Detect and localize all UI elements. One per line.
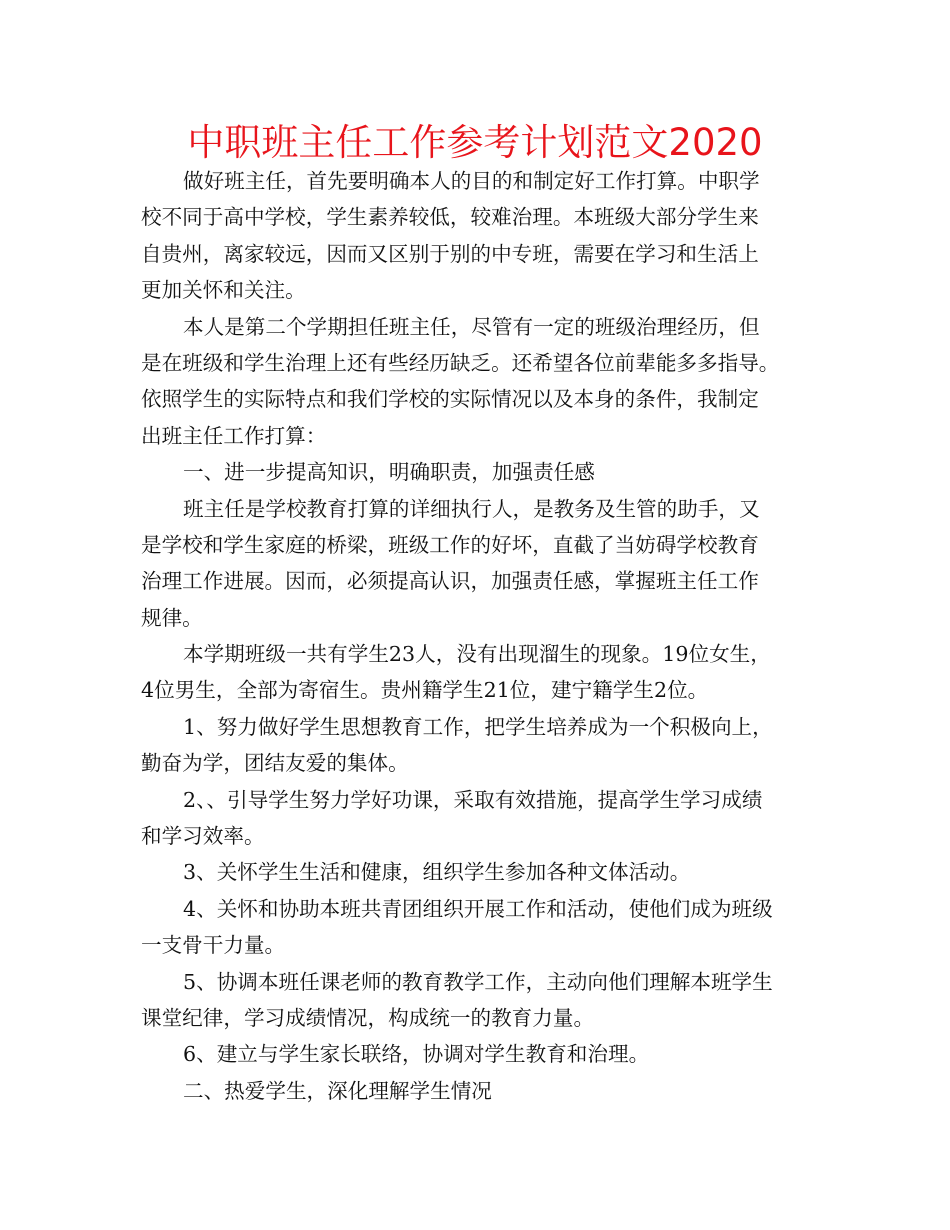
list-item-continuation: 和学习效率。 bbox=[141, 824, 265, 849]
paragraph-line: 是学校和学生家庭的桥梁，班级工作的好坏，直截了当妨碍学校教育 bbox=[141, 532, 759, 557]
section-heading: 一、进一步提高知识，明确职责，加强责任感 bbox=[183, 460, 595, 485]
paragraph-line: 做好班主任，首先要明确本人的目的和制定好工作打算。中职学 bbox=[183, 169, 760, 193]
paragraph-line: 本人是第二个学期担任班主任，尽管有一定的班级治理经历，但 bbox=[183, 314, 760, 339]
paragraph-line: 本学期班级一共有学生23人，没有出现溜生的现象。19位女生， bbox=[183, 642, 771, 667]
list-item: 4、关怀和协助本班共青团组织开展工作和活动，使他们成为班级 bbox=[183, 896, 773, 921]
list-item: 6、建立与学生家长联络，协调对学生教育和治理。 bbox=[183, 1042, 650, 1067]
document-title: 中职班主任工作参考计划范文2020 bbox=[187, 121, 763, 164]
list-item: 2、、引导学生努力学好功课，采取有效措施，提高学生学习成绩 bbox=[183, 787, 763, 812]
list-item: 1、努力做好学生思想教育工作，把学生培养成为一个积极向上， bbox=[183, 714, 773, 739]
paragraph-line: 班主任是学校教育打算的详细执行人，是教务及生管的助手，又 bbox=[183, 496, 760, 521]
paragraph-line: 出班主任工作打算： bbox=[141, 423, 327, 448]
paragraph-line: 自贵州，离家较远，因而又区别于别的中专班，需要在学习和生活上 bbox=[141, 241, 759, 266]
paragraph-line: 依照学生的实际特点和我们学校的实际情况以及本身的条件，我制定 bbox=[141, 387, 759, 412]
document-body bbox=[141, 163, 825, 1109]
paragraph-line: 更加关怀和关注。 bbox=[141, 278, 306, 303]
paragraph-line: 治理工作进展。因而，必须提高认识，加强责任感，掌握班主任工作 bbox=[141, 569, 759, 594]
paragraph-line: 4位男生，全部为寄宿生。贵州籍学生21位，建宁籍学生2位。 bbox=[141, 678, 709, 703]
list-item: 5、协调本班任课老师的教育教学工作，主动向他们理解本班学生 bbox=[183, 969, 773, 994]
paragraph-line: 校不同于高中学校，学生素养较低，较难治理。本班级大部分学生来 bbox=[141, 205, 759, 230]
list-item-continuation: 勤奋为学，团结友爱的集体。 bbox=[141, 751, 409, 776]
paragraph-line: 是在班级和学生治理上还有些经历缺乏。还希望各位前辈能多多指导。 bbox=[141, 350, 780, 375]
paragraph-line: 规律。 bbox=[141, 605, 203, 630]
list-item: 3、关怀学生生活和健康，组织学生参加各种文体活动。 bbox=[183, 860, 691, 885]
section-heading: 二、热爱学生，深化理解学生情况 bbox=[183, 1078, 492, 1103]
list-item-continuation: 课堂纪律，学习成绩情况，构成统一的教育力量。 bbox=[141, 1005, 595, 1030]
list-item-continuation: 一支骨干力量。 bbox=[141, 933, 286, 958]
